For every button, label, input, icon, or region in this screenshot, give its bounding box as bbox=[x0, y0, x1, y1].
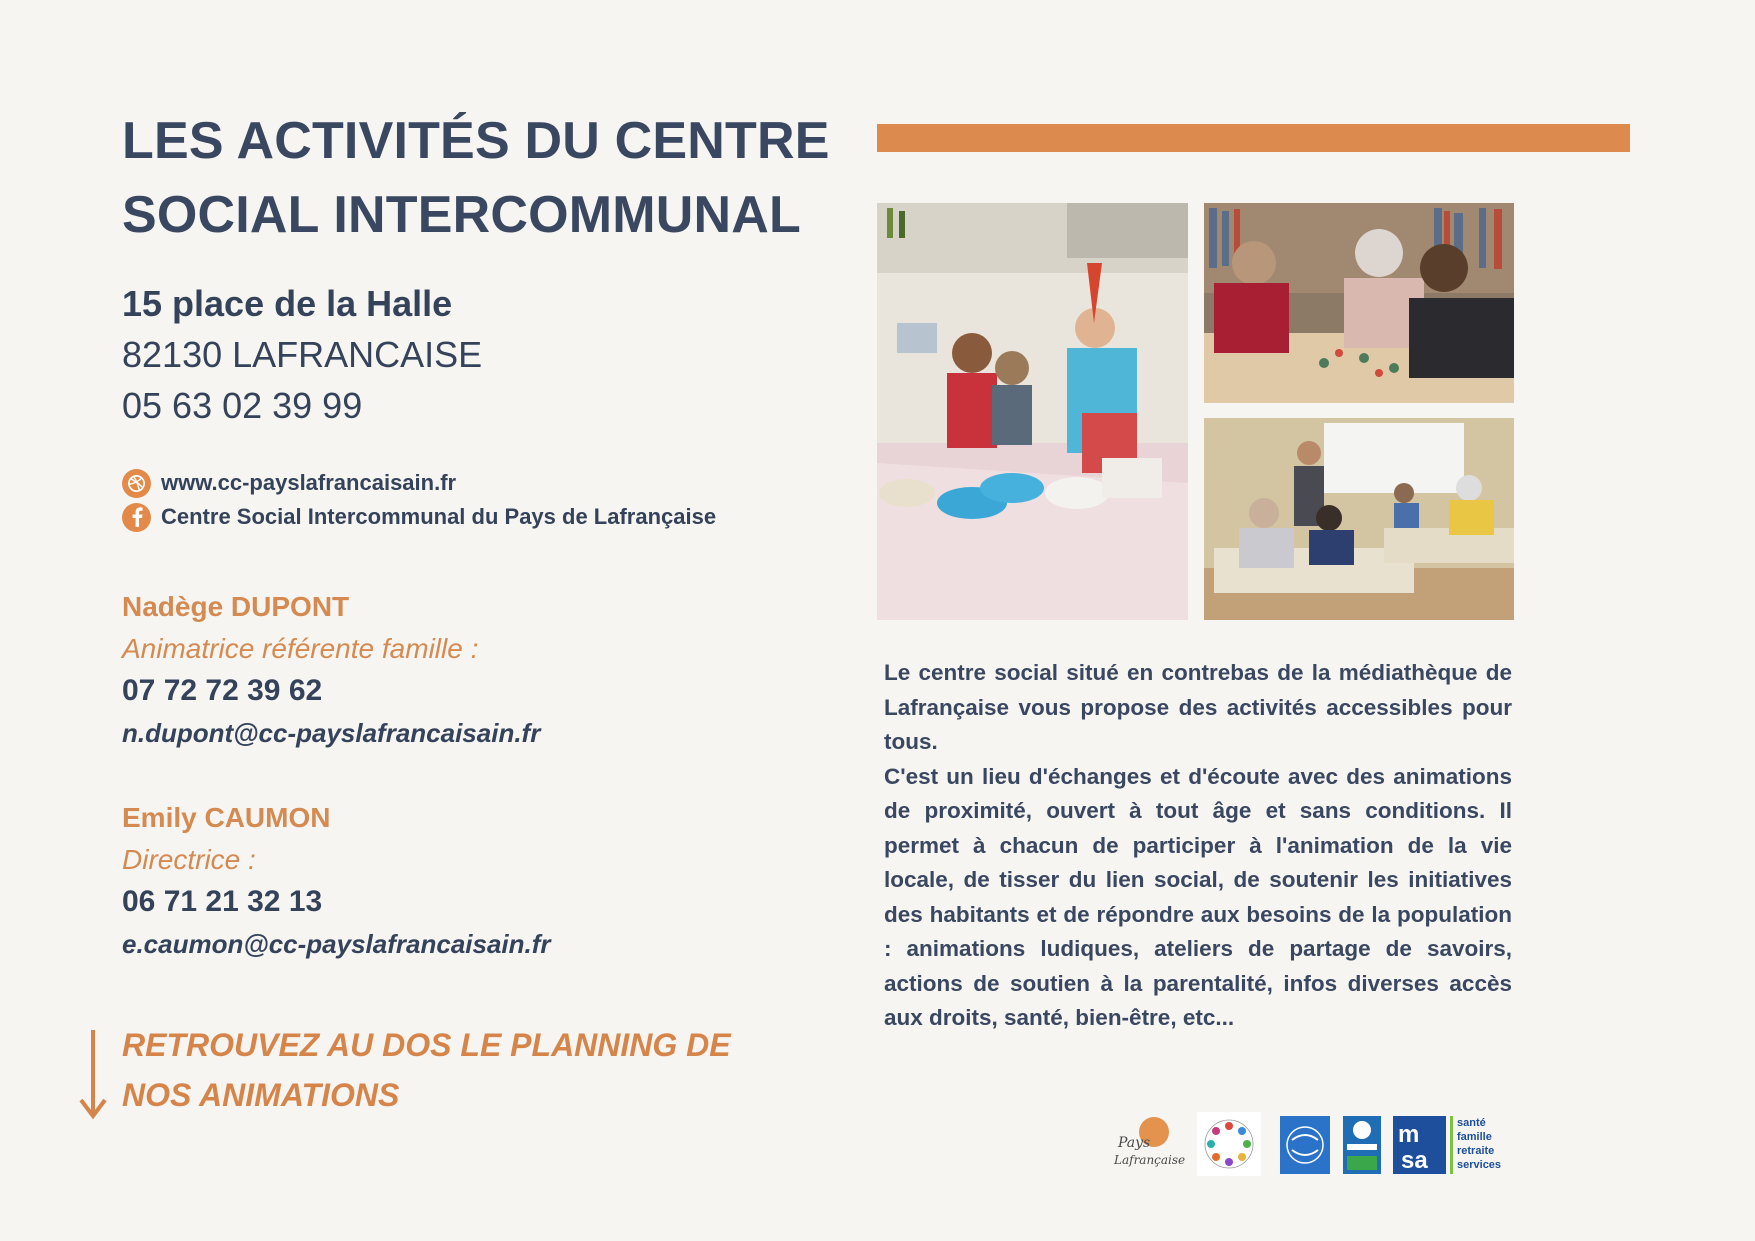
page-title bbox=[122, 104, 842, 252]
address-block bbox=[122, 278, 482, 431]
title-line-1: LES ACTIVITÉS DU CENTRE bbox=[122, 112, 830, 170]
arrow-down-icon bbox=[78, 1030, 108, 1120]
logo-pays-de-lafrancaise bbox=[1112, 1112, 1186, 1176]
msa-tagline-line: famille bbox=[1457, 1131, 1492, 1143]
logo-msa bbox=[1393, 1116, 1514, 1174]
planning-callout bbox=[122, 1020, 731, 1120]
accent-bar bbox=[877, 124, 1630, 152]
facebook-page-name: Centre Social Intercommunal du Pays de Lafrançaise bbox=[161, 504, 717, 529]
contact-phone: 07 72 72 39 62 bbox=[122, 674, 323, 707]
facebook-link[interactable] bbox=[122, 500, 716, 534]
callout-line-1: RETROUVEZ AU DOS LE PLANNING DE bbox=[122, 1027, 731, 1063]
contact-name: Emily CAUMON bbox=[122, 802, 331, 833]
contact-email[interactable]: n.dupont@cc-payslafrancaisain.fr bbox=[122, 718, 541, 748]
msa-emblem bbox=[1393, 1116, 1446, 1174]
contact-role: Animatrice référente famille : bbox=[122, 633, 479, 664]
contact-card bbox=[122, 797, 551, 965]
msa-tagline bbox=[1450, 1116, 1517, 1174]
contact-name: Nadège DUPONT bbox=[122, 591, 350, 622]
contact-phone: 06 71 21 32 13 bbox=[122, 885, 323, 918]
svg-text:Lafrançaise: Lafrançaise bbox=[1114, 1153, 1186, 1167]
logo-centre-social bbox=[1280, 1116, 1330, 1174]
photo-board-game bbox=[1204, 203, 1514, 403]
svg-text:m: m bbox=[1398, 1121, 1420, 1148]
msa-tagline-line: services bbox=[1457, 1159, 1502, 1171]
msa-tagline-line: retraite bbox=[1457, 1145, 1495, 1157]
msa-tagline-line: santé bbox=[1457, 1117, 1486, 1129]
description-paragraph: Le centre social situé en contrebas de la médiathèque de Lafrançaise vous propose des activités accessibles pour tous. bbox=[884, 660, 1512, 754]
website-link[interactable] bbox=[122, 466, 716, 500]
svg-text:Pays: Pays bbox=[1118, 1135, 1151, 1151]
contact-card bbox=[122, 586, 540, 754]
photo-cooking-workshop bbox=[877, 203, 1188, 620]
contact-email[interactable]: e.caumon@cc-payslafrancaisain.fr bbox=[122, 929, 551, 959]
title-line-2: SOCIAL INTERCOMMUNAL bbox=[122, 186, 802, 244]
logo-caf bbox=[1343, 1116, 1381, 1174]
dribbble-icon bbox=[122, 469, 151, 498]
phone-number: 05 63 02 39 99 bbox=[122, 385, 363, 426]
description-paragraph: C'est un lieu d'échanges et d'écoute avec des animations de proximité, ouvert à tout âge et sans conditions. Il permet à chacun de participer à l'animation de la vie locale, de tisser du lien social, de soutenir les initiatives des habitants et de répondre aux besoins de la population : animations ludiques, ateliers de partage de savoirs, actions de soutien à la parentalité, infos diverses accès aux droits, santé, bien-être, etc... bbox=[884, 763, 1512, 1030]
links-block bbox=[122, 466, 716, 534]
website-url: www.cc-payslafrancaisain.fr bbox=[161, 470, 457, 495]
callout-line-2: NOS ANIMATIONS bbox=[122, 1077, 400, 1113]
facebook-icon bbox=[122, 503, 151, 532]
svg-text:sa: sa bbox=[1401, 1147, 1428, 1174]
logo-centre-social-circle bbox=[1197, 1112, 1261, 1176]
description-text bbox=[884, 656, 1512, 1036]
contact-role: Directrice : bbox=[122, 844, 256, 875]
city: 82130 LAFRANCAISE bbox=[122, 334, 483, 375]
street-address: 15 place de la Halle bbox=[122, 283, 453, 324]
photo-classroom-activity bbox=[1204, 418, 1514, 620]
